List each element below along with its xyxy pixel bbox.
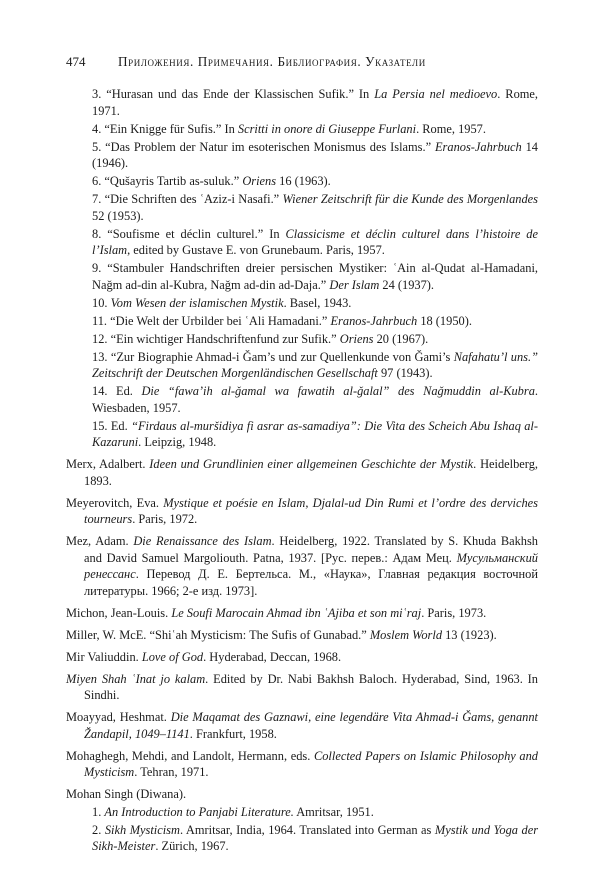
entry-text: 10.: [92, 295, 111, 310]
italic-title: Die “fawa’ih al-ǧamal wa fawatih al-ǧalal” des Naǧmuddin al-Kubra: [141, 384, 535, 398]
bibliography-entry: [66, 748, 538, 781]
entry-text: . Rome, 1971.: [92, 87, 539, 118]
entry-text: . Tehran, 1971.: [134, 765, 209, 779]
entry-text: . Heidelberg, 1893.: [84, 457, 538, 488]
italic-title: Der Islam: [329, 277, 380, 292]
entry-text: Merx, Adalbert.: [66, 457, 150, 471]
entry-text: . Hyderabad, Deccan, 1968.: [203, 649, 342, 664]
bibliography-entry: [66, 649, 538, 666]
bibliography-subentry: [66, 418, 538, 451]
entry-text: 8. “Soufisme et déclin culturel.” In: [92, 226, 286, 241]
bibliography-list: [66, 86, 538, 856]
entry-text: Mir Valiuddin.: [66, 649, 142, 664]
italic-title: Sikh Mysticism: [104, 822, 180, 837]
entry-text: . Zürich, 1967.: [155, 839, 229, 853]
entry-text: 2.: [92, 822, 105, 837]
entry-text: Amritsar, 1951.: [293, 804, 374, 819]
italic-title: Mystik und Yoga der Sikh-Meister: [92, 822, 539, 853]
italic-title: Vom Wesen der islamischen Mystik: [110, 295, 284, 310]
bibliography-subentry: [66, 191, 538, 224]
running-title: Приложения. Примечания. Библиография. Указатели: [118, 54, 426, 69]
entry-text: 6. “Qušayris Tartib as-suluk.”: [92, 174, 243, 188]
bibliography-subentry: [66, 86, 538, 119]
italic-title: An Introduction to Panjabi Literature.: [104, 804, 294, 819]
bibliography-subentry: [66, 295, 538, 312]
bibliography-subentry: [66, 173, 538, 190]
italic-title: Love of God: [141, 649, 204, 664]
entry-text: Meyerovitch, Eva.: [66, 495, 164, 510]
entry-text: Michon, Jean-Louis.: [66, 605, 172, 620]
bibliography-subentry: [66, 139, 538, 172]
entry-text: . Перевод Д. Е. Бертельса. М., «Наука», Главная редакция восточной литературы. 1966; 2-е изд. 1973].: [84, 567, 538, 598]
bibliography-entry: [66, 671, 538, 704]
entry-text: 97 (1943).: [377, 366, 433, 380]
entry-text: 15. Ed.: [92, 418, 132, 433]
italic-title: Nafahatu’l uns.” Zeitschrift der Deutschen Morgenländischen Gesellschaft: [92, 349, 538, 380]
italic-title: Miyen Shah ʿInat jo kalam: [66, 671, 206, 686]
running-header: [66, 52, 546, 72]
italic-title: Ideen und Grundlinien einer allgemeinen Geschichte der Mystik: [149, 457, 474, 471]
bibliography-subentry: [66, 121, 538, 138]
bibliography-subentry: [66, 383, 538, 416]
entry-text: 14 (1946).: [92, 139, 538, 170]
bibliography-entry: [66, 495, 538, 528]
italic-title: Scritti in onore di Giuseppe Furlani: [237, 121, 417, 136]
entry-text: , edited by Gustave E. von Grunebaum. Paris, 1957.: [127, 243, 385, 257]
entry-text: . Paris, 1972.: [132, 512, 198, 526]
entry-text: . Frankfurt, 1958.: [189, 726, 277, 741]
bibliography-entry: [66, 786, 538, 803]
entry-text: 20 (1967).: [373, 331, 429, 346]
bibliography-entry: [66, 627, 538, 644]
entry-text: 11. “Die Welt der Urbilder bei ʿAli Hamadani.”: [92, 313, 331, 328]
entry-text: . Paris, 1973.: [421, 605, 487, 620]
bibliography-subentry: [66, 804, 538, 821]
entry-text: 14. Ed.: [92, 384, 142, 398]
bibliography-entry: [66, 709, 538, 742]
entry-text: 12. “Ein wichtiger Handschriftenfund zur Sufik.”: [92, 331, 340, 346]
entry-text: 9. “Stambuler Handschriften dreier persischen Mystiker: ʿAin al-Qudat al-Hamadani, Naǧm ad-din al-Kubra, Naǧm ad-din ad-Daja.”: [92, 261, 538, 292]
bibliography-entry: [66, 605, 538, 622]
entry-text: . Basel, 1943.: [283, 295, 352, 310]
entry-text: 5. “Das Problem der Natur im esoterischen Monismus des Islams.”: [92, 139, 435, 154]
entry-text: Mohan Singh (Diwana).: [66, 787, 187, 801]
entry-text: Moayyad, Heshmat.: [66, 710, 171, 724]
entry-text: 1.: [92, 804, 105, 819]
entry-text: 7. “Die Schriften des ʿAziz-i Nasafi.”: [92, 192, 283, 206]
italic-title: Le Soufi Marocain Ahmad ibn ʿAjiba et son miʿraj: [171, 605, 422, 620]
bibliography-subentry: [66, 331, 538, 348]
entry-text: 13 (1923).: [442, 627, 497, 642]
entry-text: 3. “Hurasan und das Ende der Klassischen Sufik.” In: [92, 87, 375, 101]
italic-title: Oriens: [339, 331, 374, 346]
entry-text: 18 (1950).: [417, 313, 472, 328]
entry-text: . Wiesbaden, 1957.: [92, 384, 539, 415]
italic-title: Mystique et poésie en Islam, Djalal-ud Din Rumi et l’ordre des derviches tourneurs: [84, 495, 538, 526]
entry-text: 16 (1963).: [276, 174, 331, 188]
entry-text: . Rome, 1957.: [416, 121, 486, 136]
italic-title: “Firdaus al-muršidiya fi asrar as-samadiya”: Die Vita des Scheich Abu Ishaq al-Kazaruni: [92, 418, 539, 449]
entry-text: . Leipzig, 1948.: [138, 435, 217, 449]
entry-text: 24 (1937).: [379, 277, 435, 292]
italic-title: Eranos-Jahrbuch: [330, 313, 418, 328]
italic-title: Collected Papers on Islamic Philosophy and Mysticism: [84, 748, 538, 779]
italic-title: Classicisme et déclin culturel dans l’histoire de l’Islam: [92, 226, 539, 257]
bibliography-entry: [66, 533, 538, 599]
entry-text: 52 (1953).: [92, 208, 144, 223]
bibliography-subentry: [66, 260, 538, 293]
italic-title: Eranos-Jahrbuch: [434, 139, 522, 154]
italic-title: Wiener Zeitschrift für die Kunde des Morgenlandes: [282, 192, 538, 206]
italic-title: Oriens: [242, 174, 277, 188]
entry-text: 4. “Ein Knigge für Sufis.” In: [92, 121, 238, 136]
bibliography-subentry: [66, 822, 538, 855]
italic-title: Мусульманский ренессанс: [84, 550, 538, 581]
entry-text: . Edited by Dr. Nabi Bakhsh Baloch. Hyderabad, Sind, 1963. In Sindhi.: [84, 671, 538, 702]
italic-title: Moslem World: [369, 627, 443, 642]
italic-title: Die Renaissance des Islam: [133, 534, 272, 548]
bibliography-subentry: [66, 313, 538, 330]
page-number: 474: [66, 54, 86, 69]
italic-title: Die Maqamat des Gaznawi, eine legendäre Vita Ahmad-i Ǧams, genannt Žandapil, 1049–1141: [84, 710, 538, 741]
entry-text: . Heidelberg, 1922. Translated by S. Khuda Bakhsh and David Samuel Margoliouth. Patna, 1937. [Рус. перев.: Адам Мец.: [84, 534, 539, 565]
entry-text: 13. “Zur Biographie Ahmad-i Ǧam’s und zur Quellenkunde von Ǧami’s: [92, 349, 454, 364]
entry-text: Miller, W. McE. “Shiʿah Mysticism: The Sufis of Gunabad.”: [66, 627, 370, 642]
entry-text: Mez, Adam.: [66, 534, 134, 548]
italic-title: La Persia nel medioevo: [374, 87, 498, 101]
entry-text: . Amritsar, India, 1964. Translated into German as: [179, 822, 435, 837]
bibliography-subentry: [66, 226, 538, 259]
bibliography-entry: [66, 456, 538, 489]
entry-text: Mohaghegh, Mehdi, and Landolt, Hermann, eds.: [66, 748, 314, 763]
bibliography-subentry: [66, 349, 538, 382]
